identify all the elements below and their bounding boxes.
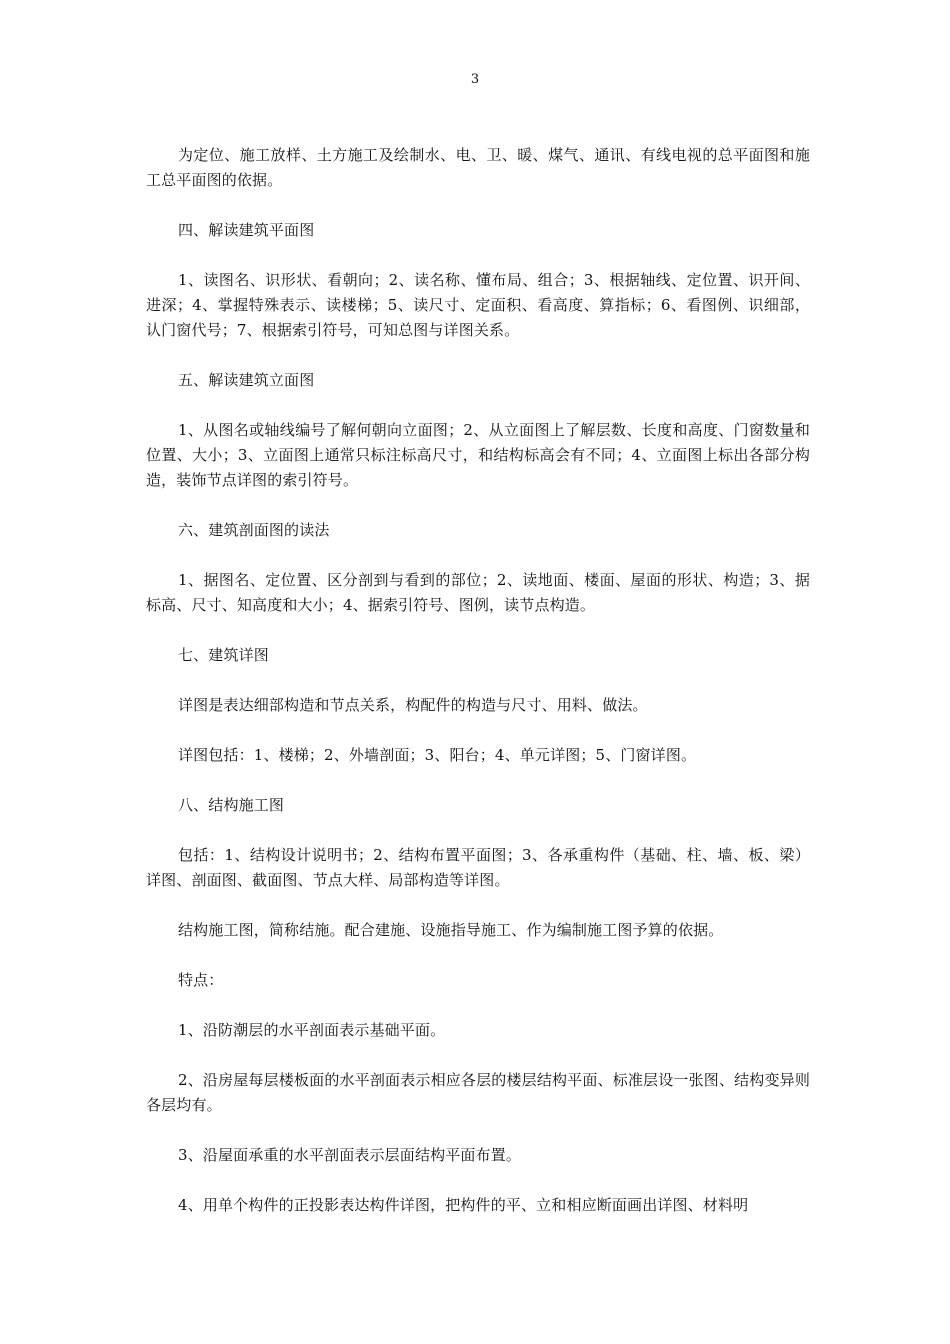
section-heading: 七、建筑详图 — [178, 646, 269, 664]
paragraph: 3、沿屋面承重的水平剖面表示层面结构平面布置。 — [178, 1146, 521, 1164]
paragraph: 2、沿房屋每层楼板面的水平剖面表示相应各层的楼层结构平面、标准层设一张图、结构变异则各层均有。 — [146, 1071, 810, 1114]
paragraph: 详图是表达细部构造和节点关系，构配件的构造与尺寸、用料、做法。 — [178, 696, 648, 714]
section-heading: 四、解读建筑平面图 — [178, 221, 315, 239]
section-heading: 五、解读建筑立面图 — [178, 371, 315, 389]
paragraph: 包括：1、结构设计说明书；2、结构布置平面图；3、各承重构件（基础、柱、墙、板、梁）详图、剖面图、截面图、节点大样、局部构造等详图。 — [146, 846, 810, 889]
document-body — [146, 143, 810, 1218]
paragraph: 详图包括：1、楼梯；2、外墙剖面；3、阳台；4、单元详图；5、门窗详图。 — [178, 746, 697, 764]
section-heading: 六、建筑剖面图的读法 — [178, 521, 330, 539]
paragraph: 1、沿防潮层的水平剖面表示基础平面。 — [178, 1021, 446, 1039]
paragraph: 1、从图名或轴线编号了解何朝向立面图；2、从立面图上了解层数、长度和高度、门窗数量和位置、大小；3、立面图上通常只标注标高尺寸，和结构标高会有不同；4、立面图上标出各部分构造，装饰节点详图的索引符号。 — [146, 421, 810, 489]
section-heading: 八、结构施工图 — [178, 796, 285, 814]
paragraph: 1、据图名、定位置、区分剖到与看到的部位；2、读地面、楼面、屋面的形状、构造；3、据标高、尺寸、知高度和大小；4、据索引符号、图例，读节点构造。 — [146, 571, 810, 614]
paragraph: 1、读图名、识形状、看朝向；2、读名称、懂布局、组合；3、根据轴线、定位置、识开间、进深；4、掌握特殊表示、读楼梯；5、读尺寸、定面积、看高度、算指标；6、看图例、识细部，认门窗代号；7、根据索引符号，可知总图与详图关系。 — [146, 271, 810, 339]
paragraph: 结构施工图，简称结施。配合建施、设施指导施工、作为编制施工图予算的依据。 — [178, 921, 724, 939]
paragraph: 4、用单个构件的正投影表达构件详图，把构件的平、立和相应断面画出详图、材料明 — [178, 1196, 749, 1214]
paragraph: 为定位、施工放样、土方施工及绘制水、电、卫、暖、煤气、通讯、有线电视的总平面图和施工总平面图的依据。 — [146, 146, 810, 189]
page-number: 3 — [470, 72, 480, 87]
paragraph: 特点： — [178, 971, 224, 989]
